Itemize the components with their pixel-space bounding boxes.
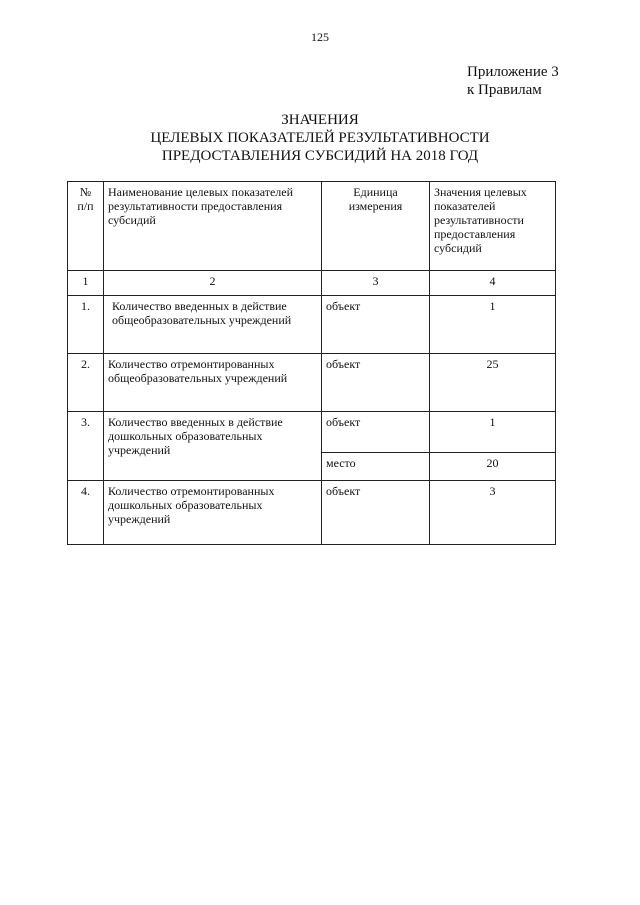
title-line-3: ПРЕДОСТАВЛЕНИЯ СУБСИДИЙ НА 2018 ГОД — [161, 148, 479, 164]
header-unit: Единица измерения — [322, 182, 430, 271]
row-unit: объект — [322, 296, 430, 354]
column-index-2: 2 — [104, 271, 322, 296]
document-title — [0, 111, 640, 165]
row-unit: объект — [322, 481, 430, 545]
row-value: 1 — [430, 412, 556, 453]
row-unit: объект — [322, 412, 430, 453]
column-index-3: 3 — [322, 271, 430, 296]
row-value: 3 — [430, 481, 556, 545]
row-value: 25 — [430, 354, 556, 412]
title-line-1: ЗНАЧЕНИЯ — [281, 112, 359, 128]
table-row — [68, 481, 556, 545]
target-indicators-table — [67, 181, 556, 545]
header-value: Значения целевых показателей результативности предоставления субсидий — [430, 182, 556, 271]
page-number: 125 — [311, 30, 329, 44]
table-row — [68, 296, 556, 354]
title-line-2: ЦЕЛЕВЫХ ПОКАЗАТЕЛЕЙ РЕЗУЛЬТАТИВНОСТИ — [150, 130, 490, 146]
row-number: 1. — [68, 296, 104, 354]
row-number: 3. — [68, 412, 104, 481]
row-value: 1 — [430, 296, 556, 354]
column-index-row — [68, 271, 556, 296]
column-index-4: 4 — [430, 271, 556, 296]
header-indicator-name: Наименование целевых показателей результативности предоставления субсидий — [104, 182, 322, 271]
row-number: 4. — [68, 481, 104, 545]
table-row — [68, 412, 556, 453]
appendix-line-2: к Правилам — [467, 82, 542, 98]
row-indicator-name: Количество отремонтированных общеобразовательных учреждений — [104, 354, 322, 412]
column-index-1: 1 — [68, 271, 104, 296]
appendix-line-1: Приложение 3 — [467, 64, 559, 80]
row-unit: объект — [322, 354, 430, 412]
header-number: № п/п — [68, 182, 104, 271]
row-number: 2. — [68, 354, 104, 412]
row-unit: место — [322, 453, 430, 481]
table-header-row — [68, 182, 556, 271]
row-indicator-name: Количество введенных в действие дошкольных образовательных учреждений — [104, 412, 322, 481]
appendix-reference — [467, 63, 559, 99]
table-row — [68, 354, 556, 412]
row-indicator-name: Количество отремонтированных дошкольных образовательных учреждений — [104, 481, 322, 545]
row-indicator-name: Количество введенных в действие общеобразовательных учреждений — [104, 296, 322, 354]
row-value: 20 — [430, 453, 556, 481]
